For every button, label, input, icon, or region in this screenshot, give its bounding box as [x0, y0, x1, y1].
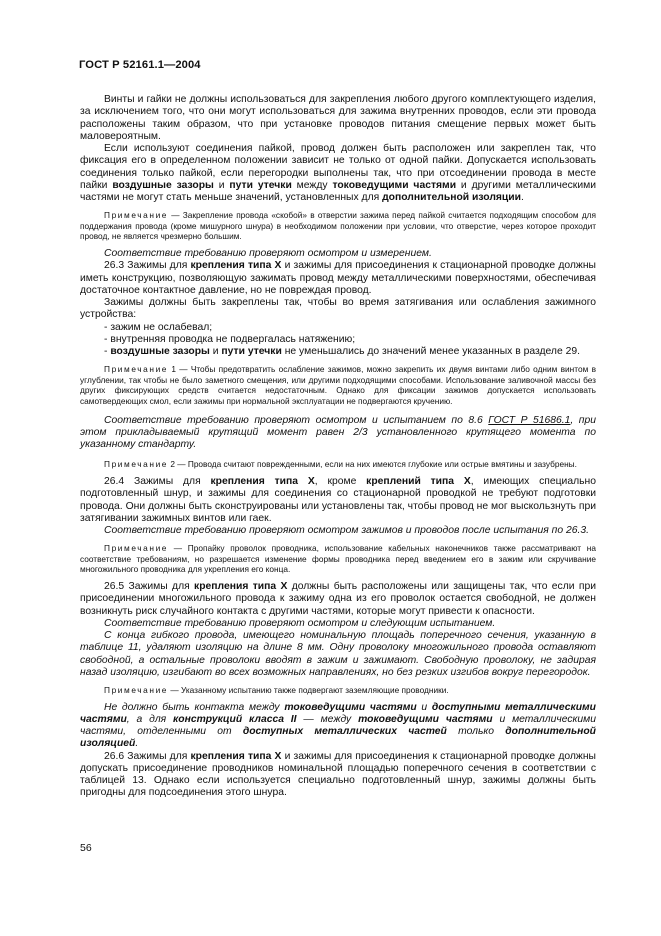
standard-link[interactable]: ГОСТ Р 51686.1: [488, 414, 571, 426]
note-earthing: Примечание — Указанному испытанию также подвергают заземляющие проводники.: [104, 685, 449, 696]
note-damaged-wires: Примечание 2 — Провода считают поврежденными, если на них имеются глубокие или острые вмятины и зазубрены.: [104, 459, 577, 470]
test-procedure: С конца гибкого провода, имеющего номинальную площадь поперечного сечения, указанную в таблице 11, удаляют изоляцию на длине 8 мм. Одну проволоку многожильного провода оставляют свободной, а остальные проволоки вводят в зажим и зажимают. Свободную проволоку, не задирая назад изоляцию, изгибают во всех возможных направлениях, но без резких изгибов вокруг перегородок.: [80, 630, 596, 678]
note-loosening: Примечание 1 — Чтобы предотвратить ослабление зажимов, можно закрепить их двумя винтами либо одним винтом в углублении, так чтобы не было заметного смещения, или другими подходящими способами. Использование заливочной массы без других фиксирующих средств считается недостаточным. Однако для фиксации зажимов допускается использовать самотвердеющих смол, если зажимы при нормальной эксплуатации не подвергаются кручению.: [80, 364, 596, 407]
paragraph-screws-nuts: Винты и гайки не должны использоваться для закрепления любого другого комплектующего изделия, за исключением того, что они могут использоваться для зажима внутренних проводов, если эти провода расположены таким образом, что при установке проводов питания смещение первых может быть маловероятным.: [80, 94, 596, 142]
contact-requirement: Не должно быть контакта между токоведущими частями и доступными металлическими частями, а для конструкций класса II — между токоведущими частями и металлическими частями, отделенными от доступных металлических частей только дополнительной изоляцией.: [80, 701, 596, 750]
list-item: - внутренняя проводка не подвергалась натяжению;: [104, 333, 356, 345]
compliance-torque: Соответствие требованию проверяют осмотром и испытанием по 8.6 ГОСТ Р 51686.1, при этом прикладываемый крутящий момент равен 2/3 установленного крутящего момента по указанному стандарту.: [80, 414, 596, 451]
section-26-5: 26.5 Зажимы для крепления типа X должны быть расположены или защищены так, что если при присоединении многожильного провода к зажиму одна из его проволок остается свободной, не должен возникнуть риск случайного контакта с другими частями, которые могут привести к опасности.: [80, 581, 597, 617]
section-26-4: 26.4 Зажимы для крепления типа X, кроме креплений типа X, имеющих специально подготовленный шнур, и зажимы для соединения со стационарной проводкой не требуют подготовки провода. Они должны быть сконструированы или установлены так, чтобы провод не мог выскользнуть при затягивании зажимных винтов или гаек.: [80, 476, 596, 524]
page-content: [80, 94, 596, 800]
page-number: 56: [80, 842, 92, 854]
compliance-inspection-measurement: Соответствие требованию проверяют осмотром и измерением.: [104, 248, 432, 260]
list-item: - зажим не ослабевал;: [104, 321, 213, 333]
compliance-after-test: Соответствие требованию проверяют осмотром зажимов и проводов после испытания по 26.3.: [104, 525, 590, 536]
paragraph-soldering: Если используют соединения пайкой, провод должен быть расположен или закреплен так, что фиксация его в определенном положении зависит не только от одной пайки. Допускается использовать соединения только пайкой, если перегородки выполнены так, что при отсоединении провода в месте пайки воздушные зазоры и пути утечки между токоведущими частями и другими металлическими частями не могут стать меньше значений, установленных для дополнительной изоляции.: [80, 143, 596, 203]
document-header: ГОСТ Р 52161.1—2004: [79, 59, 201, 71]
note-staple: Примечание — Закрепление провода «скобой» в отверстии зажима перед пайкой считается подходящим способом для поддержания провода (кроме мишурного шнура) в необходимом положении при условии, что отверстие, через которое проходит провод, не является чрезмерно большим.: [80, 210, 596, 242]
list-item: - воздушные зазоры и пути утечки не уменьшались до значений менее указанных в разделе 29.: [104, 346, 580, 358]
section-26-3: 26.3 Зажимы для крепления типа X и зажимы для присоединения к стационарной проводке должны иметь конструкцию, позволяющую зажимать провод между металлическими поверхностями, обеспечивая достаточное контактное давление, но не повреждая провод.: [80, 260, 596, 296]
compliance-following-test: Соответствие требованию проверяют осмотром и следующим испытанием.: [104, 617, 496, 629]
section-26-3-fixing: Зажимы должны быть закреплены так, чтобы во время затягивания или ослабления зажимного устройства:: [80, 297, 596, 321]
note-soldering-strands: Примечание — Пропайку проволок проводника, использование кабельных наконечников также рассматривают на соответствие требованиям, но разрешается изменение формы проводника перед введением его в зажим или скручивание многожильного проводника для укрепления его конца.: [80, 543, 596, 575]
section-26-6: 26.6 Зажимы для крепления типа X и зажимы для присоединения к стационарной проводке должны допускать присоединение проводников номинальной площадью поперечного сечения в соответствии с таблицей 13. Однако если используется специально подготовленный шнур, зажимы должны быть пригодны для подсоединения этого шнура.: [80, 750, 596, 799]
